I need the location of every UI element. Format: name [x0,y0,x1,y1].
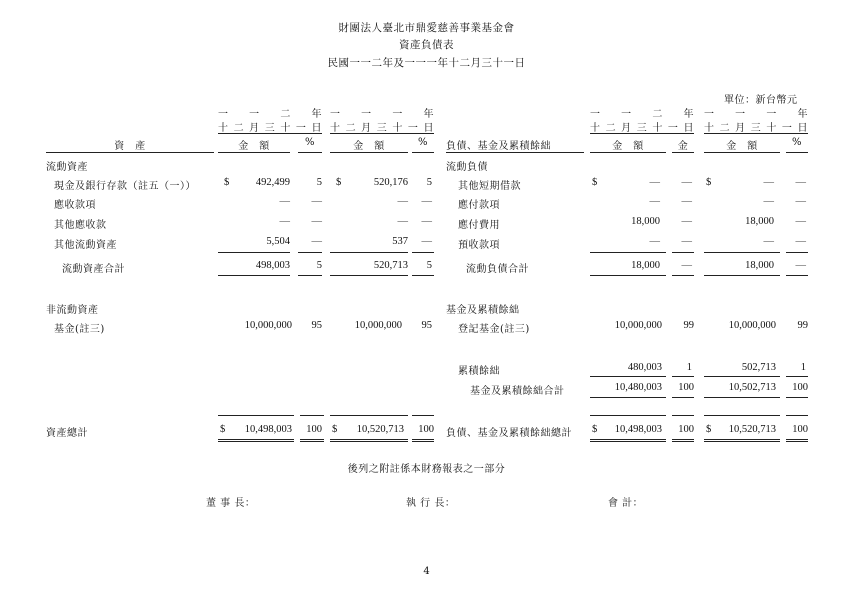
asset-row-label: 應收款項 [54,200,96,211]
fund-total-112: 10,480,003 [614,382,662,393]
liability-amount-111: — [763,196,774,207]
fund-pct-111: 95 [421,320,432,331]
liability-pct-111: — [795,216,806,227]
date-header-112-right: 十 二 月 三 十 一 日 [590,123,694,134]
currency-symbol: $ [592,177,598,188]
asset-pct-111: — [421,196,432,207]
liability-pct-111: — [795,236,806,247]
total-assets-112: 10,498,003 [244,424,292,435]
registered-fund-pct-112: 99 [683,320,694,331]
fund-pct-112: 95 [311,320,322,331]
accumulated-surplus-label: 累積餘絀 [458,366,500,377]
total-liabilities-fund-112: 10,498,003 [614,424,662,435]
asset-amount-111: — [397,196,408,207]
asset-amount-112: — [279,196,290,207]
amount-header-111-right: 金 額 [726,141,758,152]
total-liabilities-fund-111: 10,520,713 [728,424,776,435]
year-header-112-right: 一 一 二 年 [590,109,694,120]
fund-total-111: 10,502,713 [728,382,776,393]
total-assets-pct-112: 100 [306,424,322,435]
fund-label: 基金(註三) [54,324,105,335]
liability-pct-112: — [681,236,692,247]
current-assets-title: 流動資產 [46,162,88,173]
current-assets-total-111: 520,713 [373,260,408,271]
liability-pct-112: — [681,216,692,227]
currency-symbol: $ [592,424,598,435]
noncurrent-assets-title: 非流動資產 [46,305,99,316]
accumulated-surplus-pct-112: 1 [686,362,692,373]
currency-symbol: $ [706,424,712,435]
current-liabilities-pct-112: — [681,260,692,271]
currency-symbol: $ [336,177,342,188]
liability-row-label: 其他短期借款 [458,181,521,192]
page-number: 4 [423,566,430,577]
chairman-signature-label: 董 事 長： [206,498,256,509]
asset-pct-112: — [311,216,322,227]
liability-pct-112: — [681,177,692,188]
asset-pct-111: 5 [426,177,432,188]
fund-amount-112: 10,000,000 [244,320,292,331]
asset-amount-112: — [279,216,290,227]
liability-amount-112: — [649,236,660,247]
liability-amount-112: — [649,177,660,188]
statement-title: 資產負債表 [399,39,454,51]
pct-header-111-left: % [417,137,428,148]
asset-amount-112: 5,504 [266,236,290,247]
liability-pct-111: — [795,177,806,188]
currency-symbol: $ [332,424,338,435]
current-assets-pct-111: 5 [426,260,432,271]
assets-column-header: 資 產 [114,141,146,152]
accountant-signature-label: 會 計： [608,498,644,509]
liability-row-label: 應付費用 [458,220,500,231]
date-header-111-left: 十 二 月 三 十 一 日 [330,123,434,134]
accumulated-surplus-pct-111: 1 [800,362,806,373]
asset-amount-111: 520,176 [373,177,408,188]
fund-section-title: 基金及累積餘絀 [446,305,520,316]
accumulated-surplus-111: 502,713 [741,362,776,373]
liability-amount-111: — [763,177,774,188]
total-assets-pct-111: 100 [418,424,434,435]
registered-fund-pct-111: 99 [797,320,808,331]
registered-fund-111: 10,000,000 [728,320,776,331]
registered-fund-label: 登記基金(註三) [458,324,530,335]
pct-header-112-right: 金 [677,141,689,152]
liability-amount-111: — [763,236,774,247]
current-liabilities-title: 流動負債 [446,162,488,173]
fund-total-pct-112: 100 [678,382,694,393]
current-liabilities-total-label: 流動負債合計 [466,264,529,275]
date-header-111-right: 十 二 月 三 十 一 日 [704,123,808,134]
currency-symbol: $ [224,177,230,188]
liability-row-label: 預收款項 [458,240,500,251]
fund-total-label: 基金及累積餘絀合計 [470,386,565,397]
asset-pct-112: — [311,196,322,207]
current-assets-total-112: 498,003 [255,260,290,271]
asset-pct-112: — [311,236,322,247]
amount-header-112-right: 金 額 [612,141,644,152]
total-liabilities-fund-label: 負債、基金及累積餘絀總計 [446,428,572,439]
total-liabilities-fund-pct-111: 100 [792,424,808,435]
accumulated-surplus-112: 480,003 [627,362,662,373]
currency-symbol: $ [706,177,712,188]
asset-row-label: 現金及銀行存款（註五（一）） [54,181,196,192]
footnote: 後列之附註係本財務報表之一部分 [347,464,506,475]
current-assets-total-label: 流動資產合計 [62,264,125,275]
asset-amount-111: 537 [392,236,408,247]
liability-amount-111: 18,000 [745,216,774,227]
unit-label: 單位：新台幣元 [724,95,798,106]
total-assets-label: 資產總計 [46,428,88,439]
pct-header-111-right: % [791,137,802,148]
liability-row-label: 應付款項 [458,200,500,211]
asset-row-label: 其他應收款 [54,220,107,231]
year-header-111-right: 一 一 一 年 [704,109,808,120]
asset-amount-112: 492,499 [255,177,290,188]
liability-pct-112: — [681,196,692,207]
year-header-112-left: 一 一 二 年 [218,109,322,120]
executive-signature-label: 執 行 長： [406,498,456,509]
fund-total-pct-111: 100 [792,382,808,393]
total-liabilities-fund-pct-112: 100 [678,424,694,435]
current-liabilities-pct-111: — [795,260,806,271]
amount-header-112-left: 金 額 [238,141,270,152]
fund-amount-111: 10,000,000 [354,320,402,331]
liability-amount-112: 18,000 [631,216,660,227]
statement-period: 民國一一二年及一一一年十二月三十一日 [327,57,526,69]
asset-amount-111: — [397,216,408,227]
amount-header-111-left: 金 額 [353,141,385,152]
liability-pct-111: — [795,196,806,207]
pct-header-112-left: % [304,137,315,148]
current-liabilities-total-112: 18,000 [631,260,660,271]
asset-pct-112: 5 [316,177,322,188]
liabilities-column-header: 負債、基金及累積餘絀 [446,141,551,152]
organization-name: 財團法人臺北市鼎愛慈善事業基金會 [338,22,515,34]
asset-row-label: 其他流動資產 [54,240,117,251]
asset-pct-111: — [421,216,432,227]
year-header-111-left: 一 一 一 年 [330,109,434,120]
current-assets-pct-112: 5 [316,260,322,271]
liability-amount-112: — [649,196,660,207]
current-liabilities-total-111: 18,000 [745,260,774,271]
currency-symbol: $ [220,424,226,435]
registered-fund-112: 10,000,000 [614,320,662,331]
date-header-112-left: 十 二 月 三 十 一 日 [218,123,322,134]
total-assets-111: 10,520,713 [356,424,404,435]
asset-pct-111: — [421,236,432,247]
